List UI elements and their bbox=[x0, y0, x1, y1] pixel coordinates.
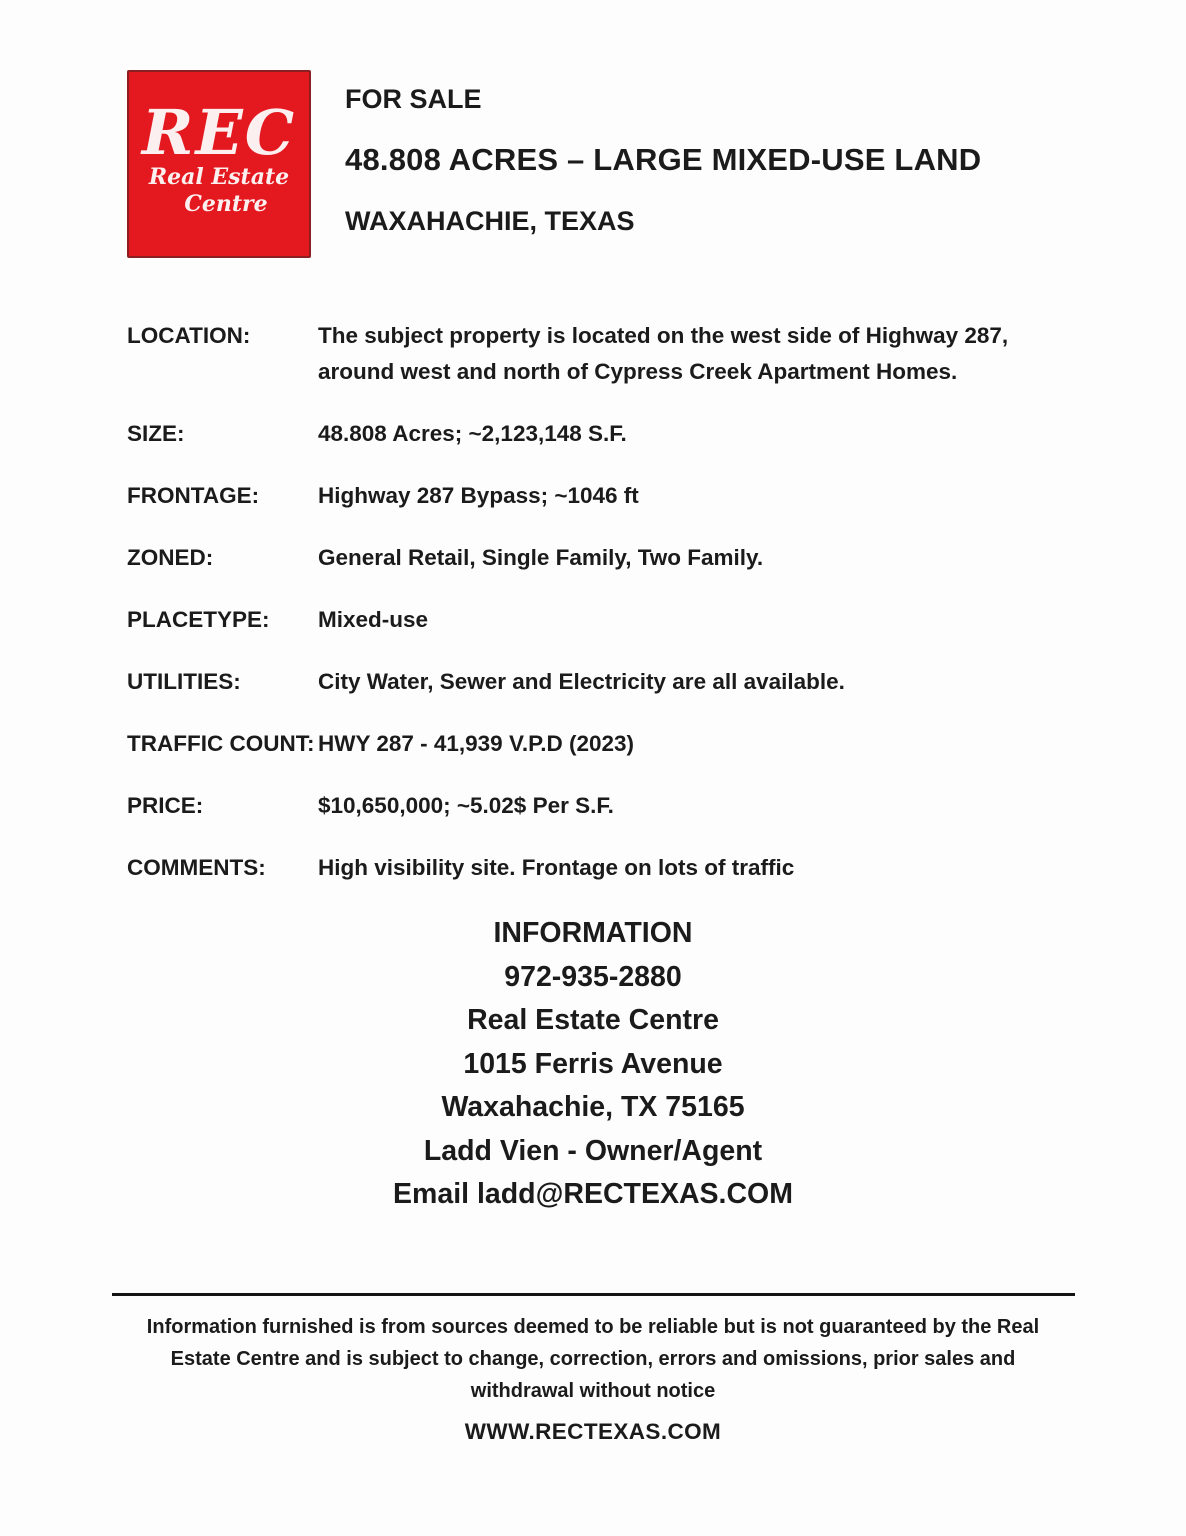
listing-city: WAXAHACHIE, TEXAS bbox=[345, 206, 635, 236]
detail-label: TRAFFIC COUNT: bbox=[127, 731, 315, 756]
rec-logo bbox=[127, 70, 311, 258]
detail-row-size bbox=[127, 416, 1068, 452]
detail-label: UTILITIES: bbox=[127, 669, 241, 694]
contact-city-state-zip: Waxahachie, TX 75165 bbox=[441, 1091, 745, 1123]
detail-value: $10,650,000; ~5.02$ Per S.F. bbox=[318, 793, 614, 818]
listing-title: 48.808 ACRES – LARGE MIXED-USE LAND bbox=[345, 142, 982, 177]
detail-row-price bbox=[127, 788, 1068, 824]
contact-street: 1015 Ferris Avenue bbox=[463, 1047, 723, 1080]
detail-value: Highway 287 Bypass; ~1046 ft bbox=[318, 483, 639, 508]
detail-label: PRICE: bbox=[127, 793, 204, 818]
logo-name-line1: Real Estate bbox=[148, 163, 290, 190]
detail-value: Mixed-use bbox=[318, 607, 429, 632]
disclaimer-text: Information furnished is from sources deemed to be reliable but is not guaranteed by the Real Estate Centre and is subject to change, correction, errors and omissions, prior sales and withdrawal without notice bbox=[146, 1315, 1040, 1402]
detail-value: The subject property is located on the west side of Highway 287, around west and north of Cypress Creek Apartment Homes. bbox=[318, 323, 1009, 384]
contact-email: Email ladd@RECTEXAS.COM bbox=[393, 1178, 793, 1210]
contact-block bbox=[0, 912, 1186, 1217]
contact-agent: Ladd Vien - Owner/Agent bbox=[423, 1134, 763, 1167]
detail-row-location bbox=[127, 318, 1068, 390]
detail-row-traffic-count bbox=[127, 726, 1068, 762]
detail-label: LOCATION: bbox=[127, 323, 251, 348]
detail-value: City Water, Sewer and Electricity are all available. bbox=[318, 669, 845, 694]
flyer-header bbox=[0, 0, 1186, 258]
website-url: WWW.RECTEXAS.COM bbox=[464, 1418, 722, 1444]
detail-label: ZONED: bbox=[127, 545, 214, 570]
contact-company: Real Estate Centre bbox=[467, 1004, 719, 1036]
property-details bbox=[127, 318, 1068, 886]
detail-row-placetype bbox=[127, 602, 1068, 638]
contact-phone: 972-935-2880 bbox=[504, 960, 682, 993]
detail-row-utilities bbox=[127, 664, 1068, 700]
detail-row-frontage bbox=[127, 478, 1068, 514]
detail-value: High visibility site. Frontage on lots of traffic bbox=[318, 855, 795, 880]
contact-heading: INFORMATION bbox=[493, 917, 693, 949]
footer-divider bbox=[112, 1293, 1075, 1296]
for-sale-label: FOR SALE bbox=[345, 84, 482, 114]
logo-name-line2: Centre bbox=[184, 191, 268, 217]
detail-label: FRONTAGE: bbox=[127, 483, 260, 508]
detail-value: General Retail, Single Family, Two Family. bbox=[318, 545, 764, 570]
detail-label: PLACETYPE: bbox=[127, 607, 270, 632]
title-block bbox=[345, 70, 981, 235]
detail-row-zoned bbox=[127, 540, 1068, 576]
logo-acronym: REC bbox=[141, 95, 297, 169]
detail-value: 48.808 Acres; ~2,123,148 S.F. bbox=[318, 421, 627, 446]
detail-label: SIZE: bbox=[127, 421, 185, 446]
detail-row-comments bbox=[127, 850, 1068, 886]
detail-label: COMMENTS: bbox=[127, 855, 266, 880]
detail-value: HWY 287 - 41,939 V.P.D (2023) bbox=[318, 731, 635, 756]
